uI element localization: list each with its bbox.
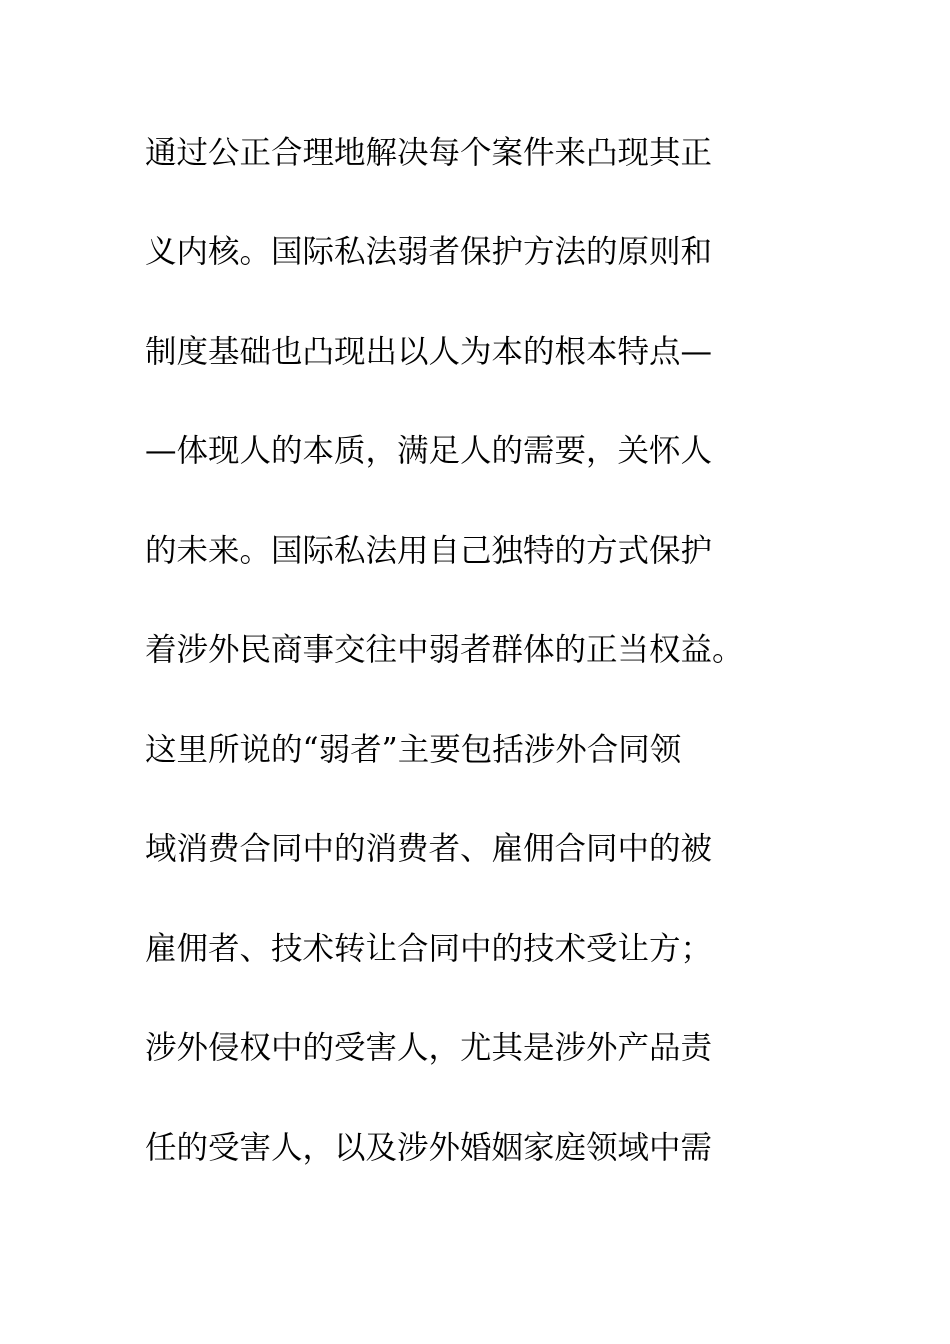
paragraph-line: 这里所说的“弱者”主要包括涉外合同领 xyxy=(145,732,682,768)
paragraph-line: 域消费合同中的消费者、雇佣合同中的被 xyxy=(145,831,713,867)
paragraph-line: 的未来。国际私法用自己独特的方式保护 xyxy=(145,533,713,569)
paragraph-line: —体现人的本质，满足人的需要，关怀人 xyxy=(145,433,713,469)
paragraph-line: 着涉外民商事交往中弱者群体的正当权益。 xyxy=(145,632,744,668)
paragraph-line: 涉外侵权中的受害人，尤其是涉外产品责 xyxy=(145,1030,713,1066)
paragraph-line: 制度基础也凸现出以人为本的根本特点— xyxy=(145,334,713,370)
paragraph-line: 义内核。国际私法弱者保护方法的原则和 xyxy=(145,234,713,270)
paragraph-line: 通过公正合理地解决每个案件来凸现其正 xyxy=(145,135,713,171)
paragraph-line: 雇佣者、技术转让合同中的技术受让方； xyxy=(145,931,713,967)
paragraph-line: 任的受害人，以及涉外婚姻家庭领域中需 xyxy=(145,1130,713,1166)
